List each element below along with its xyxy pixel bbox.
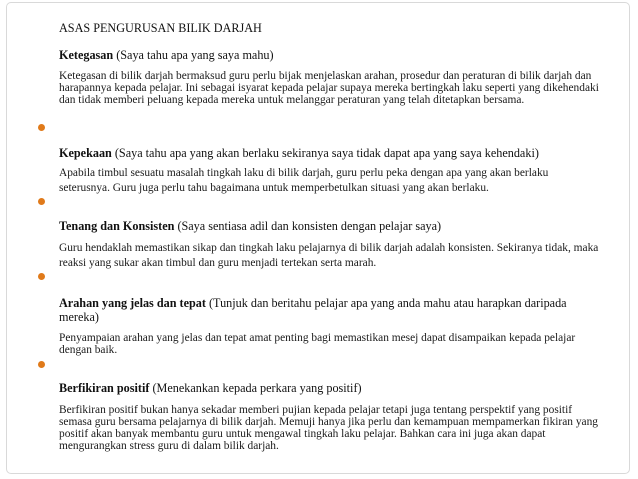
heading-label: Tenang dan Konsisten xyxy=(59,219,175,233)
section-body: Berfikiran positif bukan hanya sekadar memberi pujian kepada pelajar tetapi juga tentang perspektif yang positif semasa guru bersama pelajarnya di bilik darjah. Memuji hanya jika perlu dan kemampuan mempamerkan fikiran yang positif akan banyak membantu guru untuk mengawal tingkah laku pelajar. Bahkan cara ini juga akan dapat mengurangkan stress guru di dalam bilik darjah. xyxy=(59,404,598,452)
accent-dot xyxy=(38,273,45,280)
section-body: Apabila timbul sesuatu masalah tingkah laku di bilik darjah, guru perlu peka dengan apa yang akan berlaku seterusnya. Guru juga perlu tahu bagaimana untuk memperbetulkan situasi yang akan berlaku. xyxy=(59,167,549,194)
heading-label: Kepekaan xyxy=(59,146,112,160)
accent-dot xyxy=(38,361,45,368)
section-body: Ketegasan di bilik darjah bermaksud guru perlu bijak menjelaskan arahan, prosedur dan peraturan di bilik darjah dan harapannya kepada pelajar. Ini sebagai isyarat kepada pelajar supaya mereka bertingkah laku seperti yang dikehendaki dan tidak memberi peluang kepada mereka untuk melanggar peraturan yang telah ditetapkan bersama. xyxy=(59,70,599,106)
heading-note: (Tunjuk dan beritahu pelajar apa yang anda mahu atau harapkan daripada mereka) xyxy=(59,296,567,324)
heading-label: Ketegasan xyxy=(59,48,114,62)
heading-label: Arahan yang jelas dan tepat xyxy=(59,296,206,310)
section-body: Penyampaian arahan yang jelas dan tepat amat penting bagi memastikan mesej dapat disampaikan kepada pelajar dengan baik. xyxy=(59,332,576,356)
section-heading xyxy=(59,381,600,395)
slide-title: ASAS PENGURUSAN BILIK DARJAH xyxy=(59,21,262,35)
heading-label: Berfikiran positif xyxy=(59,381,150,395)
accent-dot xyxy=(38,198,45,205)
section-heading xyxy=(59,219,600,233)
section-heading xyxy=(59,48,600,62)
heading-note: (Saya tahu apa yang akan berlaku sekiranya saya tidak dapat apa yang saya kehendaki) xyxy=(114,146,539,160)
section-body: Guru hendaklah memastikan sikap dan tingkah laku pelajarnya di bilik darjah adalah konsisten. Sekiranya tidak, maka reaksi yang sukar akan timbul dan guru menjadi tertekan serta marah. xyxy=(59,242,599,269)
heading-note: (Menekankan kepada perkara yang positif) xyxy=(152,381,362,395)
heading-note: (Saya tahu apa yang saya mahu) xyxy=(116,48,274,62)
section-heading xyxy=(59,296,600,324)
accent-dot xyxy=(38,124,45,131)
heading-note: (Saya sentiasa adil dan konsisten dengan pelajar saya) xyxy=(177,219,442,233)
section-heading xyxy=(59,146,600,160)
